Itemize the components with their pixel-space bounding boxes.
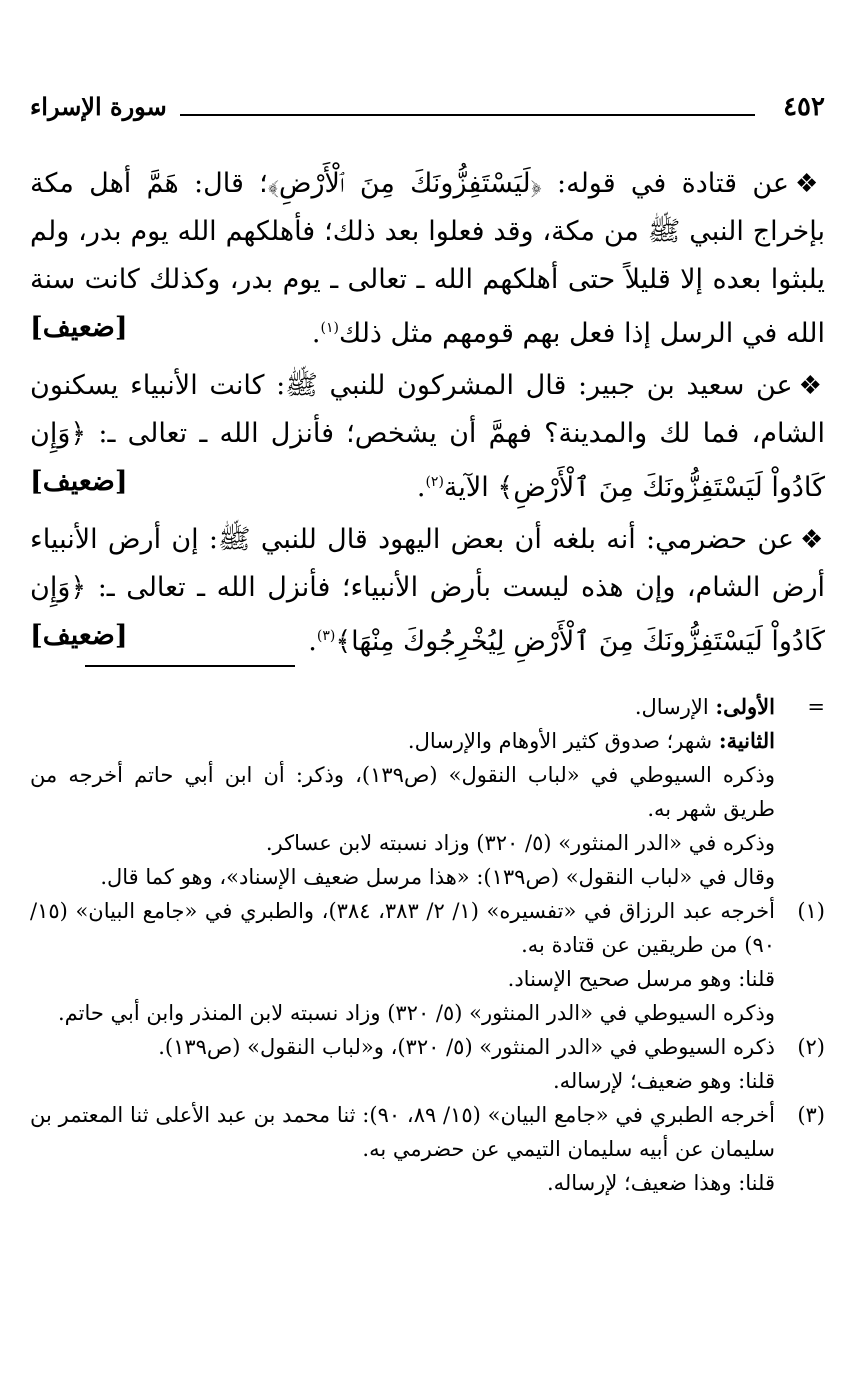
- footnotes: [30, 690, 825, 1200]
- main-text: [30, 160, 825, 670]
- diamond-icon: ❖: [800, 525, 825, 555]
- footnote-line: وقال في «لباب النقول» (ص١٣٩): «هذا مرسل ضعيف الإسناد»، وهو كما قال.: [100, 865, 775, 889]
- diamond-icon: ❖: [795, 169, 825, 199]
- footnote-line: ذكره السيوطي في «الدر المنثور» (٥/ ٣٢٠)، و«لباب النقول» (ص١٣٩).: [158, 1035, 775, 1059]
- footnote-line: قلنا: وهو مرسل صحيح الإسناد.: [507, 967, 775, 991]
- paragraph-lead: عن قتادة في قوله:: [541, 168, 789, 199]
- paragraph-end: .: [416, 472, 426, 503]
- footnote-number: (٢): [797, 1035, 825, 1059]
- footnote-line: وذكره في «الدر المنثور» (٥/ ٣٢٠) وزاد نسبته لابن عساكر.: [265, 831, 775, 855]
- footnote-ref: (٢): [425, 474, 444, 490]
- footnote-label: الثانية:: [718, 728, 775, 753]
- footnote-line: [30, 690, 775, 724]
- grade-label: [ضعيف]: [30, 312, 128, 343]
- footnote-label: الأولى:: [715, 694, 775, 719]
- paragraph-end: .: [311, 318, 321, 349]
- page-number: ٤٥٢: [783, 92, 825, 122]
- footnote-number: (١): [797, 899, 825, 923]
- footnote-text: الإرسال.: [634, 695, 716, 719]
- footnote-line: أخرجه الطبري في «جامع البيان» (١٥/ ٨٩، ٩٠): ثنا محمد بن عبد الأعلى ثنا المعتمر بن سليمان عن أبيه سليمان التيمي عن حضرمي به.: [30, 1103, 775, 1161]
- footnote-continuation: [30, 690, 825, 894]
- footnote-1: [30, 894, 825, 1030]
- footnote-ref: (١): [320, 320, 339, 336]
- footnote-separator: [85, 665, 295, 667]
- paragraph-lead: عن سعيد بن جبير: قال المشركون للنبي ﷺ: كانت الأنبياء يسكنون الشام، فما لك والمدينة؟ فهمَّ أن يشخص؛ فأنزل الله ـ تعالى ـ:: [30, 370, 825, 449]
- footnote-number: (٣): [797, 1103, 825, 1127]
- footnote-2: [30, 1030, 825, 1098]
- grade-label: [ضعيف]: [30, 466, 128, 497]
- paragraph-text: الآية: [443, 472, 498, 503]
- footnote-ref: (٣): [316, 628, 336, 644]
- footnote-line: أخرجه عبد الرزاق في «تفسيره» (١/ ٢/ ٣٨٣، ٣٨٤)، والطبري في «جامع البيان» (١٥/ ٩٠) من طريقين عن قتادة به.: [30, 899, 775, 957]
- hadith-paragraph-1: [30, 160, 825, 358]
- footnote-line: قلنا: وهذا ضعيف؛ لإرساله.: [546, 1171, 775, 1195]
- footnote-line: قلنا: وهو ضعيف؛ لإرساله.: [552, 1069, 775, 1093]
- surah-title: سورة الإسراء: [30, 92, 167, 121]
- footnote-line: وذكره السيوطي في «لباب النقول» (ص١٣٩)، وذكر: أن ابن أبي حاتم أخرجه من طريق شهر به.: [30, 763, 775, 821]
- page-header: [30, 92, 825, 132]
- footnote-line: وذكره السيوطي في «الدر المنثور» (٥/ ٣٢٠) وزاد نسبته لابن المنذر وابن أبي حاتم.: [57, 1001, 775, 1025]
- quran-quote: ﴿وَإِن كَادُواْ لَيَسْتَفِزُّونَكَ مِنَ ٱلْأَرْضِ لِيُخْرِجُوكَ مِنْهَا﴾: [30, 572, 825, 657]
- grade-label: [ضعيف]: [30, 620, 128, 651]
- hadith-paragraph-3: [30, 516, 825, 666]
- quran-quote: ﴿وَإِن كَادُواْ لَيَسْتَفِزُّونَكَ مِنَ ٱلْأَرْضِ﴾: [30, 418, 825, 503]
- diamond-icon: ❖: [798, 371, 826, 401]
- footnote-3: [30, 1098, 825, 1200]
- footnote-line: [30, 724, 775, 758]
- hadith-paragraph-2: [30, 362, 825, 512]
- header-rule: [180, 114, 755, 116]
- footnote-text: شهر؛ صدوق كثير الأوهام والإرسال.: [407, 729, 719, 753]
- paragraph-text: ؛ قال: هَمَّ أهل مكة بإخراج النبي ﷺ من مكة، وقد فعلوا بعد ذلك؛ فأهلكهم الله يوم بدر، ولم يلبثوا بعده إلا قليلاً حتى أهلكهم الله ـ تعالى ـ يوم بدر، وكذلك كانت سنة الله في الرسل إذا فعل بهم قومهم مثل ذلك: [30, 168, 825, 349]
- continuation-mark: =: [807, 695, 825, 719]
- paragraph-end: .: [308, 626, 317, 657]
- quran-quote: ﴿لَيَسْتَفِزُّونَكَ مِنَ ٱلْأَرْضِ﴾: [267, 168, 542, 199]
- paragraph-lead: عن حضرمي: أنه بلغه أن بعض اليهود قال للنبي ﷺ: إن أرض الأنبياء أرض الشام، وإن هذه ليست بأرض الأنبياء؛ فأنزل الله ـ تعالى ـ:: [30, 524, 825, 603]
